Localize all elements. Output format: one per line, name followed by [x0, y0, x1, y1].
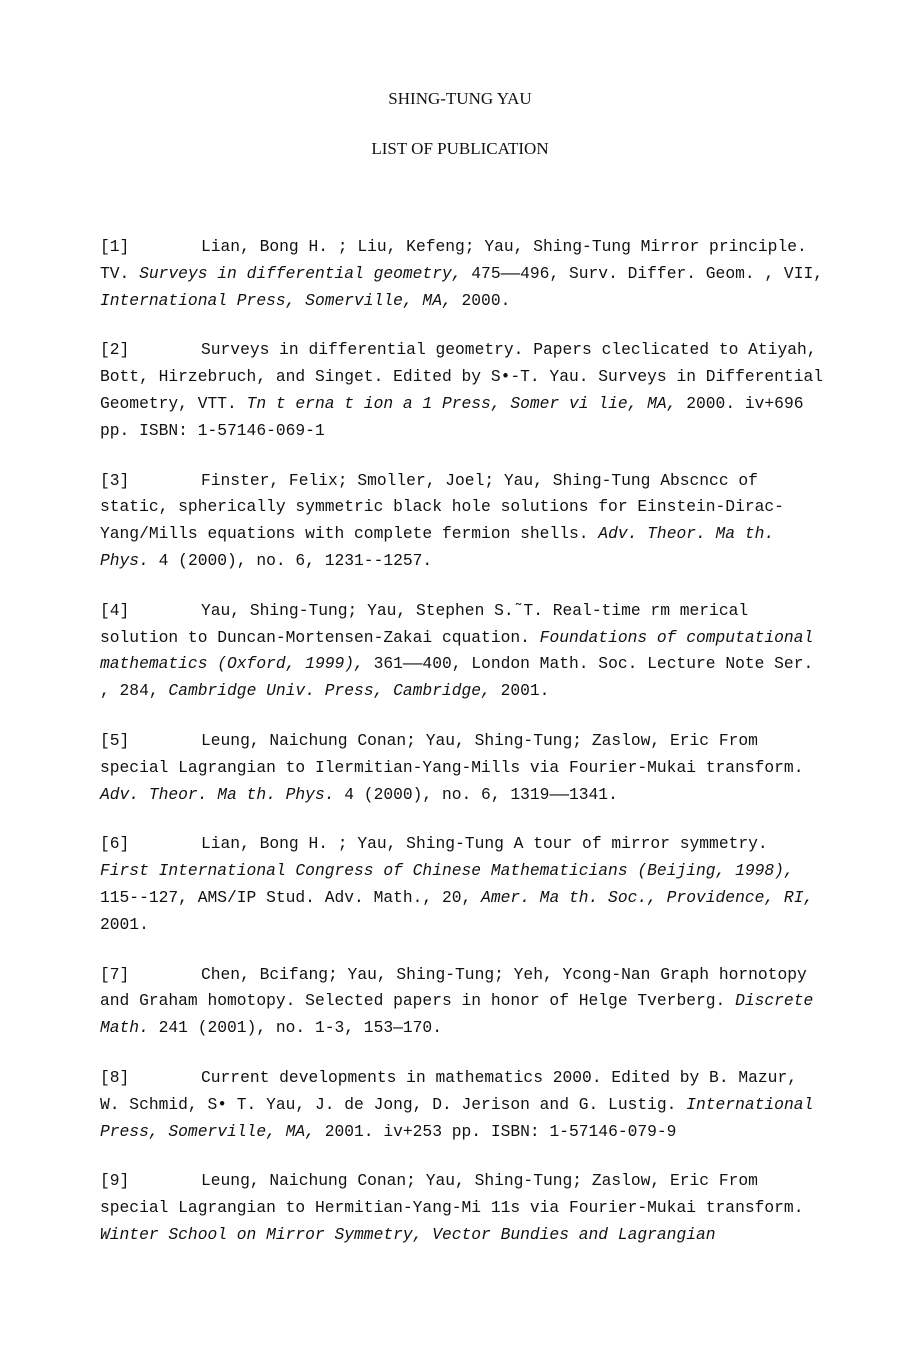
reference-source: International Press, Somerville, MA,	[100, 290, 452, 310]
reference-text: 4 (2000), no. 6, 1319——1341.	[334, 784, 618, 804]
reference-text: 4 (2000), no. 6, 1231--1257.	[148, 550, 433, 570]
reference-number: [9]	[100, 1171, 130, 1191]
reference-text: Leung, Naichung Conan; Yau, Shing-Tung; Zaslow, Eric From special Lagrangian to Ilermitian-Yang-Mills via Fourier-Mukai transform.	[100, 730, 804, 777]
reference-item	[100, 337, 825, 444]
reference-number: [6]	[100, 834, 130, 854]
reference-text: Yau, Shing-Tung; Yau, Stephen S.˜T. Real-time rm merical solution to Duncan-Mortensen-Zakai cquation.	[100, 600, 749, 647]
reference-text: 2000. iv+696 pp. ISBN: 1-57146-069-1	[100, 393, 804, 440]
reference-text: 2001.	[100, 914, 149, 934]
reference-number: [2]	[100, 340, 130, 360]
reference-text: 475——496, Surv. Differ. Geom. , VII,	[461, 263, 824, 283]
reference-source: Discrete Math.	[100, 991, 814, 1038]
reference-item	[100, 234, 825, 314]
reference-number: [1]	[100, 237, 130, 256]
reference-text: 2001.	[490, 681, 550, 701]
reference-source: Winter School on Mirror Symmetry, Vector Bundies and Lagrangian	[100, 1224, 716, 1244]
reference-source: Tn t erna t ion a 1 Press, Somer vi lie, MA,	[246, 393, 677, 413]
reference-text: Lian, Bong H. ; Yau, Shing-Tung A tour of mirror symmetry.	[201, 834, 768, 854]
reference-text: Surveys in differential geometry. Papers cleclicated to Atiyah, Bott, Hirzebruch, and Singet. Edited by S•-T. Yau. Surveys in Differential Geometry, VTT.	[100, 340, 824, 413]
reference-text: Current developments in mathematics 2000. Edited by B. Mazur, W. Schmid, S• T. Yau, J. de Jong, D. Jerison and G. Lustig.	[100, 1067, 797, 1114]
reference-source: Adv. Theor. Ma th. Phys.	[100, 524, 775, 570]
reference-item	[100, 728, 825, 808]
reference-item	[100, 598, 825, 705]
reference-number: [7]	[100, 964, 130, 984]
reference-item	[100, 468, 825, 575]
reference-text: Finster, Felix; Smoller, Joel; Yau, Shing-Tung Absсnсс of static, spherically symmetric black hole solutions for Einstein-Dirac-Yang/Mills equations with complete fermion shells.	[100, 470, 784, 544]
reference-item	[100, 1065, 825, 1145]
document-title: LIST OF PUBLICATION	[371, 139, 549, 158]
reference-number: [3]	[100, 470, 130, 490]
reference-source: Adv. Theor. Ma th. Phys.	[100, 784, 335, 804]
reference-source: Foundations of computational mathematics (Oxford, 1999),	[100, 627, 814, 674]
reference-number: [8]	[100, 1067, 130, 1087]
reference-text: 2001. iv+253 pp. ISBN: 1-57146-079-9	[314, 1121, 677, 1141]
reference-text: 115--127, AMS/IP Stud. Adv. Math., 20,	[100, 887, 482, 907]
reference-source: First International Congress of Chinese Mathematicians (Beijing, 1998),	[100, 861, 794, 881]
reference-text: Leung, Naichung Conan; Yau, Shing-Tung; Zaslow, Eric From special Lagrangian to Hermitian-Yang-Mi 11s via Fourier-Mukai transform.	[100, 1171, 804, 1218]
reference-number: [4]	[100, 600, 130, 620]
reference-list	[100, 234, 825, 1272]
reference-text: 241 (2001), no. 1-3, 153—170.	[148, 1018, 442, 1038]
reference-source: International Press, Somerville, MA,	[100, 1094, 814, 1141]
reference-number: [5]	[100, 730, 130, 750]
author-heading: SHING-TUNG YAU	[388, 89, 532, 108]
reference-text: Lian, Bong H. ; Liu, Kefeng; Yau, Shing-Tung Mirror principle. TV.	[100, 237, 807, 283]
reference-text: 361——400, London Math. Soc. Lecture Note Ser. , 284,	[100, 654, 814, 701]
reference-item	[100, 962, 825, 1042]
reference-item	[100, 831, 825, 938]
reference-text: 2000.	[451, 290, 511, 310]
reference-source: Surveys in differential geometry,	[139, 263, 462, 283]
reference-source: Amer. Ma th. Soc., Providence, RI,	[481, 887, 814, 907]
reference-text: Chen, Bcifang; Yau, Shing-Tung; Yeh, Ycong-Nan Graph hornotopy and Graham homotopy. Selected papers in honor of Helge Tverberg.	[100, 964, 807, 1011]
reference-item	[100, 1168, 825, 1248]
reference-source: Cambridge Univ. Press, Cambridge,	[168, 681, 491, 701]
